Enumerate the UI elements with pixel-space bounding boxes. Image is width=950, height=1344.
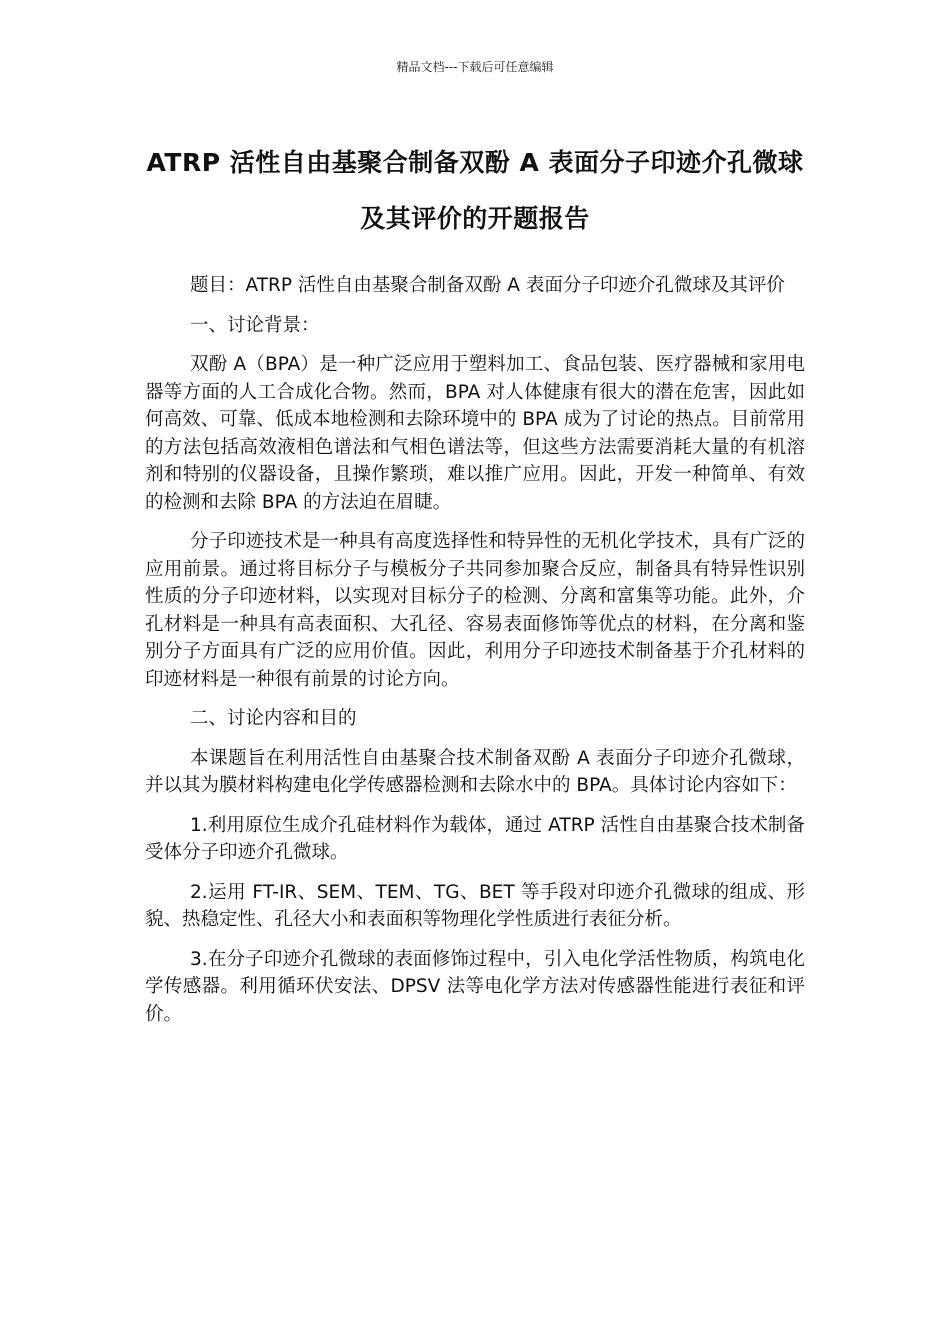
section-heading-background: 一、讨论背景： [190, 314, 320, 336]
list-item-2: 2.运用 FT-IR、SEM、TEM、TG、BET 等手段对印迹介孔微球的组成、形貌、热稳定性、孔径大小和表面积等物理化学性质进行表征分析。 [145, 881, 805, 930]
paragraph-research-aim: 本课题旨在利用活性自由基聚合技术制备双酚 A 表面分子印迹介孔微球，并以其为膜材料构建电化学传感器检测和去除水中的 BPA。具体讨论内容如下： [145, 747, 805, 796]
paragraph-topic: 题目：ATRP 活性自由基聚合制备双酚 A 表面分子印迹介孔微球及其评价 [190, 275, 785, 296]
section-heading-content-purpose: 二、讨论内容和目的 [190, 708, 357, 729]
document-title: ATRP 活性自由基聚合制备双酚 A 表面分子印迹介孔微球及其评价的开题报告 [146, 148, 804, 233]
list-item-3: 3.在分子印迹介孔微球的表面修饰过程中，引入电化学活性物质，构筑电化学传感器。利用循环伏安法、DPSV 法等电化学方法对传感器性能进行表征和评价。 [145, 948, 805, 1025]
paragraph-molecular-imprinting: 分子印迹技术是一种具有高度选择性和特异性的无机化学技术，具有广泛的应用前景。通过将目标分子与模板分子共同参加聚合反应，制备具有特异性识别性质的分子印迹材料，以实现对目标分子的检测、分离和富集等功能。此外，介孔材料是一种具有高表面积、大孔径、容易表面修饰等优点的材料，在分离和鉴别分子方面具有广泛的应用价值。因此，利用分子印迹技术制备基于介孔材料的印迹材料是一种很有前景的讨论方向。 [145, 531, 805, 690]
header-note: 精品文档---下载后可任意编辑 [396, 60, 554, 74]
document-body [145, 272, 805, 1040]
list-item-1: 1.利用原位生成介孔硅材料作为载体，通过 ATRP 活性自由基聚合技术制备受体分子印迹介孔微球。 [145, 814, 805, 863]
paragraph-bpa-background: 双酚 A（BPA）是一种广泛应用于塑料加工、食品包装、医疗器械和家用电器等方面的人工合成化合物。然而，BPA 对人体健康有很大的潜在危害，因此如何高效、可靠、低成本地检测和去除环境中的 BPA 成为了讨论的热点。目前常用的方法包括高效液相色谱法和气相色谱法等，但这些方法需要消耗大量的有机溶剂和特别的仪器设备，且操作繁琐，难以推广应用。因此，开发一种简单、有效的检测和去除 BPA 的方法迫在眉睫。 [145, 354, 805, 513]
